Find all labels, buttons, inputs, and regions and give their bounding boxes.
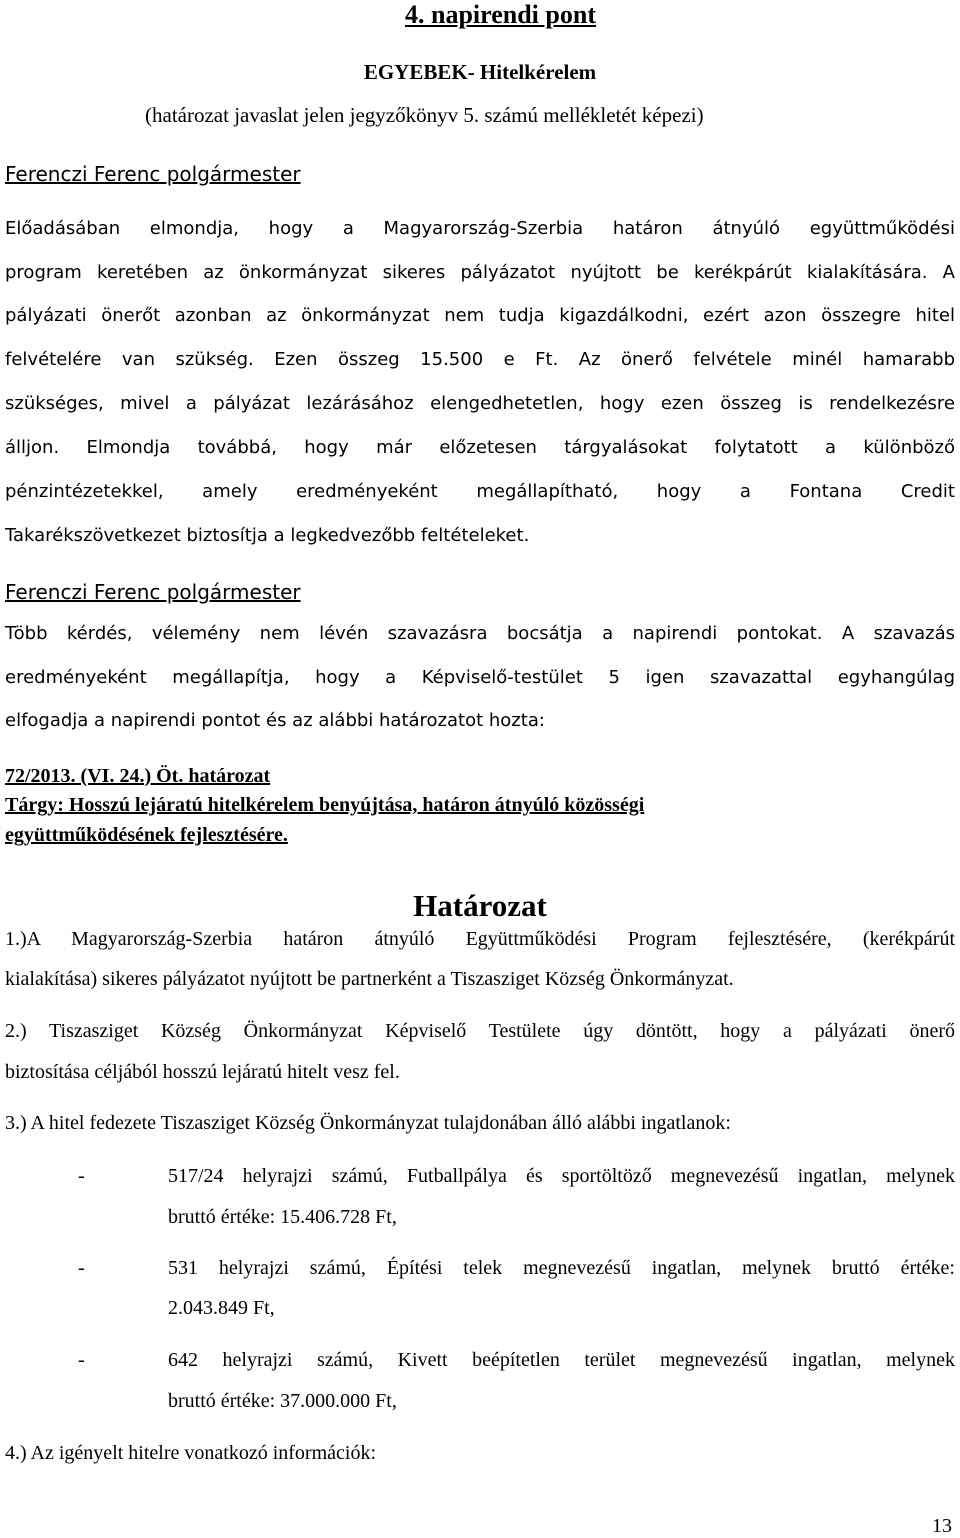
speaker-heading-1: Ferenczi Ferenc polgármester <box>5 162 301 186</box>
list-item-text: 531 helyrajzi számú, Építési telek megnevezésű ingatlan, melynek bruttó értéke: <box>168 1257 955 1279</box>
resolution-point-3: 3.) A hitel fedezete Tiszasziget Község Önkormányzat tulajdonában álló alábbi ingatlanok: <box>5 1112 731 1134</box>
resolution-point-2: 2.) Tiszasziget Község Önkormányzat Képviselő Testülete úgy döntött, hogy a pályázati önerő <box>5 1020 955 1042</box>
paragraph-line: pénzintézetekkel, amely eredményeként megállapítható, hogy a Fontana Credit <box>5 481 955 502</box>
resolution-point-1: 1.)A Magyarország-Szerbia határon átnyúló Együttműködési Program fejlesztésére, (kerékpárút <box>5 928 955 950</box>
page-number: 13 <box>932 1515 952 1537</box>
resolution-title: Határozat <box>413 888 547 923</box>
resolution-point-2: biztosítása céljából hosszú lejáratú hitelt vesz fel. <box>5 1061 400 1083</box>
list-item-text: bruttó értéke: 15.406.728 Ft, <box>168 1206 397 1228</box>
list-dash: - <box>78 1165 85 1187</box>
resolution-point-4: 4.) Az igényelt hitelre vonatkozó információk: <box>5 1442 376 1464</box>
paragraph-line: elfogadja a napirendi pontot és az alábbi határozatot hozta: <box>5 710 545 731</box>
agenda-point-heading: 4. napirendi pont <box>405 0 596 29</box>
list-item-text: bruttó értéke: 37.000.000 Ft, <box>168 1390 397 1412</box>
list-item-text: 517/24 helyrajzi számú, Futballpálya és sportöltöző megnevezésű ingatlan, melynek <box>168 1165 955 1187</box>
paragraph-line: eredményeként megállapítja, hogy a Képviselő-testület 5 igen szavazattal egyhangúlag <box>5 667 955 688</box>
resolution-subject: Tárgy: Hosszú lejáratú hitelkérelem benyújtása, határon átnyúló közösségi <box>5 794 645 816</box>
paragraph-line: álljon. Elmondja továbbá, hogy már előzetesen tárgyalásokat folytatott a különböző <box>5 437 955 458</box>
resolution-point-1: kialakítása) sikeres pályázatot nyújtott be partnerként a Tiszasziget Község Önkormányzat. <box>5 968 734 990</box>
header-note: (határozat javaslat jelen jegyzőkönyv 5. számú mellékletét képezi) <box>145 103 704 127</box>
list-dash: - <box>78 1257 85 1279</box>
list-item-text: 642 helyrajzi számú, Kivett beépítetlen terület megnevezésű ingatlan, melynek <box>168 1349 955 1371</box>
paragraph-line: Takarékszövetkezet biztosítja a legkedvezőbb feltételeket. <box>5 525 530 546</box>
paragraph-line: pályázati önerőt azonban az önkormányzat nem tudja kigazdálkodni, ezért azon összegre hitel <box>5 305 955 326</box>
paragraph-line: Előadásában elmondja, hogy a Magyarország-Szerbia határon átnyúló együttműködési <box>5 218 955 239</box>
resolution-subject: együttműködésének fejlesztésére. <box>5 824 288 846</box>
paragraph-line: felvételére van szükség. Ezen összeg 15.500 e Ft. Az önerő felvétele minél hamarabb <box>5 349 955 370</box>
paragraph-line: szükséges, mivel a pályázat lezárásához elengedhetetlen, hogy ezen összeg is rendelkezésre <box>5 393 955 414</box>
list-dash: - <box>78 1349 85 1371</box>
list-item-text: 2.043.849 Ft, <box>168 1297 275 1319</box>
resolution-number: 72/2013. (VI. 24.) Öt. határozat <box>5 765 271 787</box>
topic-heading: EGYEBEK- Hitelkérelem <box>363 60 597 84</box>
paragraph-line: Több kérdés, vélemény nem lévén szavazásra bocsátja a napirendi pontokat. A szavazás <box>5 623 955 644</box>
paragraph-line: program keretében az önkormányzat sikeres pályázatot nyújtott be kerékpárút kialakítására. A <box>5 262 955 283</box>
speaker-heading-2: Ferenczi Ferenc polgármester <box>5 580 301 604</box>
